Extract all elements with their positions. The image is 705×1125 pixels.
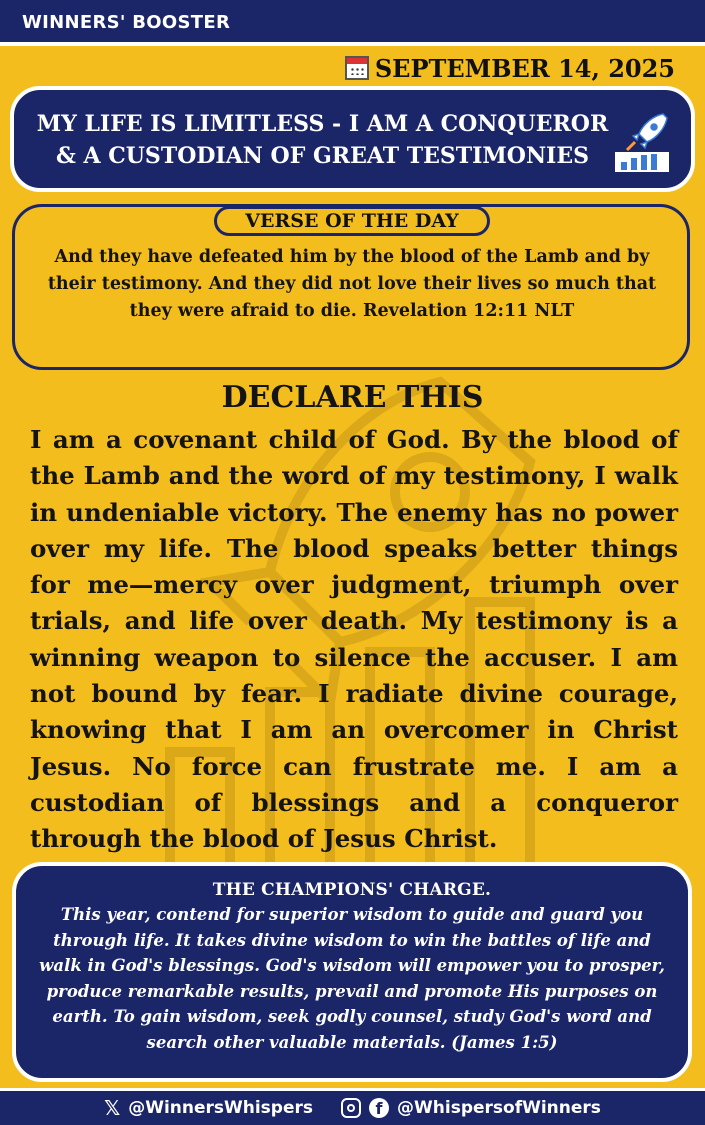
declare-text: I am a covenant child of God. By the blood of the Lamb and the word of my testimony, I walk in undeniable victory. The enemy has no power over my life. The blood speaks better things for me—mercy over judgment, triumph over trials, and life over death. My testimony is a winning weapon to silence the accuser. I am not bound by fear. I radiate divine courage, knowing that I am an overcomer in Christ Jesus. No force can frustrate me. I am a custodian of blessings and a conqueror through the blood of Jesus Christ.	[30, 425, 678, 854]
bottom-banner-edge	[0, 1088, 705, 1091]
calendar-icon	[345, 56, 369, 80]
title-line-1: MY LIFE IS LIMITLESS - I AM A CONQUEROR	[36, 111, 609, 137]
verse-text: And they have defeated him by the blood of the Lamb and by their testimony. And they did not love their lives so much that they were afraid to die. Revelation 12:11 NLT	[47, 247, 657, 321]
instagram-icon[interactable]	[341, 1098, 361, 1118]
title-box	[10, 86, 695, 192]
top-banner	[0, 0, 705, 46]
date-row	[345, 52, 675, 84]
rocket-chart-icon	[613, 110, 671, 174]
facebook-icon[interactable]: f	[369, 1098, 389, 1118]
x-icon[interactable]: 𝕏	[104, 1096, 121, 1120]
social-row	[0, 1096, 705, 1120]
brand-label: WINNERS' BOOSTER	[22, 12, 231, 33]
ig-fb-handle[interactable]: @WhispersofWinners	[397, 1098, 601, 1118]
bottom-banner	[0, 1088, 705, 1125]
champions-charge-box	[12, 862, 692, 1082]
top-banner-edge	[0, 42, 705, 46]
declare-heading: DECLARE THIS	[221, 380, 484, 415]
title-line-2: & A CUSTODIAN OF GREAT TESTIMONIES	[55, 143, 590, 169]
date-label: SEPTEMBER 14, 2025	[374, 53, 675, 83]
charge-text: This year, contend for superior wisdom to guide and guard you through life. It takes divine wisdom to win the battles of life and walk in God's blessings. God's wisdom will empower you to prosper, produce remarkable results, prevail and promote His purposes on earth. To gain wisdom, seek godly counsel, study God's word and search other valuable materials. (James 1:5)	[39, 905, 665, 1052]
charge-title: THE CHAMPIONS' CHARGE.	[212, 880, 492, 900]
x-handle[interactable]: @WinnersWhispers	[128, 1098, 314, 1118]
verse-label: VERSE OF THE DAY	[214, 206, 490, 236]
